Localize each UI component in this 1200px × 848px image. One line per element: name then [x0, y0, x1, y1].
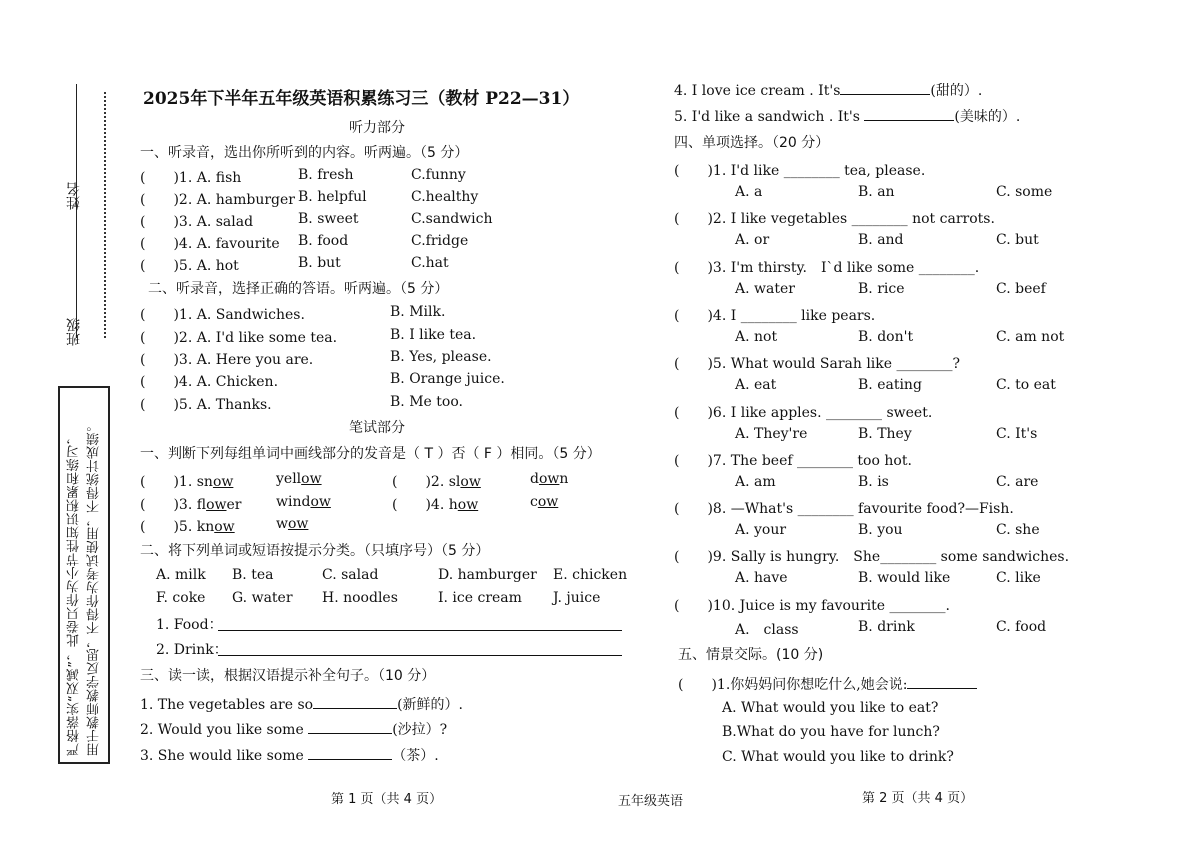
- list-item-b: B. I like tea.: [390, 327, 477, 343]
- list-item-b: B. Milk.: [390, 304, 446, 320]
- mc-option-c: C. but: [996, 232, 1039, 249]
- mc-question: ( )1. I'd like ________ tea, please.: [674, 163, 926, 179]
- blank[interactable]: [864, 108, 954, 121]
- name-line: [76, 84, 77, 262]
- blank[interactable]: [840, 82, 930, 95]
- pron-item-2-word2: down: [530, 471, 569, 487]
- list-item-b: B. Orange juice.: [390, 371, 505, 387]
- mc-option-c: C. am not: [996, 328, 1065, 345]
- word-bank-item: E. chicken: [553, 567, 628, 583]
- word-bank-item: J. juice: [553, 590, 601, 606]
- mc-question: ( )8. —What's ________ favourite food?—Fish.: [674, 501, 1014, 518]
- blank[interactable]: [308, 747, 392, 760]
- page-number-left: 第 1 页（共 4 页）: [331, 792, 443, 807]
- mc-option-b: B. an: [858, 184, 895, 200]
- mc-question: ( )2. I like vegetables ________ not carrots.: [674, 211, 995, 228]
- list-item: ( )5. A. Thanks.: [140, 397, 272, 413]
- mc-option-c: C. some: [996, 184, 1053, 200]
- list-item-b: B. sweet: [298, 211, 359, 227]
- mc-question: ( )3. I'm thirsty. I`d like some ________.: [674, 259, 980, 276]
- mc-question: ( )10. Juice is my favourite ________.: [674, 597, 950, 614]
- mc-option-c: C. beef: [996, 280, 1046, 297]
- word-bank-item: D. hamburger: [438, 567, 537, 583]
- fill-sentence-5: 5. I'd like a sandwich . It's (美味的）.: [674, 109, 1021, 125]
- blank[interactable]: [313, 696, 397, 709]
- list-item: ( )1. A. Sandwiches.: [140, 307, 305, 323]
- mc-option-c: C. she: [996, 522, 1040, 539]
- written-section-3-heading: 三、读一读，根据汉语提示补全句子。（10 分）: [140, 668, 436, 684]
- mc-option-c: C. food: [996, 618, 1047, 635]
- list-item-b: B. food: [298, 233, 349, 249]
- list-item-b: B. Yes, please.: [390, 349, 492, 365]
- mc-option-b: B. rice: [858, 280, 905, 297]
- mc-option-a: A. a: [735, 184, 763, 200]
- mc-option-b: B. don't: [858, 328, 914, 345]
- pron-item-4-word2: cow: [530, 494, 559, 510]
- mc-option-b: B. They: [858, 425, 912, 442]
- fill-sentence-4: 4. I love ice cream . It's (甜的）.: [674, 83, 983, 99]
- fill-sentence-2: 2. Would you like some (沙拉）?: [140, 722, 448, 738]
- mc-option-b: B. eating: [858, 377, 922, 394]
- mc-option-a: A. eat: [735, 377, 777, 394]
- page-number-right: 第 2 页（共 4 页）: [862, 791, 974, 806]
- pron-item-1-word2: yellow: [276, 471, 322, 487]
- list-item-b: B. but: [298, 255, 341, 271]
- listening-section-1-heading: 一、听录音，选出你所听到的内容。听两遍。（5 分）: [140, 145, 469, 161]
- mc-option-a: A. or: [735, 232, 770, 249]
- situation-option: A. What would you like to eat?: [722, 700, 939, 716]
- list-item-b: B. fresh: [298, 167, 354, 183]
- list-item: ( )2. A. hamburger: [140, 192, 295, 208]
- mc-question: ( )6. I like apples. ________ sweet.: [674, 404, 933, 421]
- notice-line-2: 用于教师教学反思，不得作为考试使用，不得统计成绩。: [87, 418, 102, 756]
- word-bank-item: B. tea: [232, 567, 274, 583]
- section-5-heading: 五、情景交际。(10 分): [678, 647, 824, 663]
- situation-question-1: ( )1.你妈妈问你想吃什么,她会说:: [678, 674, 977, 694]
- mc-option-a: A. They're: [735, 425, 808, 442]
- mc-option-b: B. and: [858, 232, 904, 249]
- mc-option-b: B. drink: [858, 618, 915, 635]
- mc-option-a: A. your: [735, 522, 787, 539]
- subject-footer: 五年级英语: [618, 794, 684, 809]
- pron-item-5: ( )5. know: [140, 519, 235, 535]
- class-label: 班级: [66, 318, 82, 346]
- pron-item-4: ( )4. how: [392, 497, 479, 513]
- written-section-2-heading: 二、将下列单词或短语按提示分类。（只填序号）（5 分）: [140, 543, 490, 559]
- mc-question: ( )9. Sally is hungry. She________ some sandwiches.: [674, 549, 1070, 566]
- drink-label: 2. Drink：: [156, 642, 228, 658]
- notice-box: [58, 386, 110, 764]
- situation-option: B.What do you have for lunch?: [722, 724, 940, 740]
- situation-option: C. What would you like to drink?: [722, 749, 954, 765]
- list-item-c: C.fridge: [411, 233, 469, 249]
- blank[interactable]: [907, 676, 977, 689]
- mc-option-c: C. It's: [996, 425, 1038, 442]
- listening-header: 听力部分: [349, 120, 405, 136]
- pron-item-2: ( )2. slow: [392, 474, 481, 490]
- list-item: ( )4. A. Chicken.: [140, 374, 279, 390]
- mc-option-c: C. are: [996, 473, 1039, 490]
- mc-option-b: B. is: [858, 473, 889, 490]
- word-bank-item: A. milk: [156, 567, 206, 583]
- list-item: ( )3. A. Here you are.: [140, 352, 314, 368]
- word-bank-item: C. salad: [322, 567, 379, 583]
- written-section-1-heading: 一、判断下列每组单词中画线部分的发音是（ T ）否（ F ）相同。（5 分）: [140, 446, 601, 462]
- list-item-c: C.healthy: [411, 189, 479, 205]
- list-item-c: C.hat: [411, 255, 449, 271]
- mc-option-a: A. class: [735, 621, 799, 638]
- pron-item-1: ( )1. snow: [140, 474, 234, 490]
- food-label: 1. Food：: [156, 617, 223, 633]
- mc-option-a: A. have: [735, 570, 788, 587]
- word-bank-item: H. noodles: [322, 590, 398, 606]
- list-item: ( )2. A. I'd like some tea.: [140, 330, 338, 346]
- list-item: ( )5. A. hot: [140, 258, 239, 274]
- word-bank-item: I. ice cream: [438, 590, 522, 606]
- word-bank-item: G. water: [232, 590, 293, 606]
- notice-line-1: 严格落实“双减”，此卷只作为小节性知识积累和练习，: [67, 431, 82, 756]
- word-bank-item: F. coke: [156, 590, 206, 606]
- food-answer-line[interactable]: [218, 630, 622, 631]
- written-header: 笔试部分: [349, 420, 405, 436]
- mc-option-a: A. am: [735, 473, 776, 490]
- drink-answer-line[interactable]: [218, 655, 622, 656]
- list-item-c: C.funny: [411, 167, 466, 183]
- mc-question: ( )5. What would Sarah like ________?: [674, 356, 961, 373]
- binding-dotted-line: [104, 92, 106, 338]
- blank[interactable]: [308, 721, 392, 734]
- pron-item-3: ( )3. flower: [140, 497, 242, 513]
- name-label: 姓名: [66, 182, 82, 210]
- section-4-heading: 四、单项选择。（20 分）: [674, 135, 830, 151]
- list-item-c: C.sandwich: [411, 211, 493, 227]
- fill-sentence-3: 3. She would like some （茶）.: [140, 748, 439, 764]
- pron-item-3-word2: window: [276, 494, 331, 510]
- mc-question: ( )4. I ________ like pears.: [674, 307, 876, 324]
- mc-question: ( )7. The beef ________ too hot.: [674, 452, 912, 469]
- listening-section-2-heading: 二、听录音，选择正确的答语。听两遍。（5 分）: [148, 281, 449, 297]
- mc-option-b: B. would like: [858, 570, 951, 587]
- list-item: ( )1. A. fish: [140, 170, 242, 186]
- list-item-b: B. Me too.: [390, 394, 463, 410]
- list-item: ( )3. A. salad: [140, 214, 254, 230]
- list-item: ( )4. A. favourite: [140, 236, 280, 252]
- fill-sentence-1: 1. The vegetables are so (新鲜的）.: [140, 697, 463, 713]
- pron-item-5-word2: wow: [276, 516, 309, 532]
- page-title: 2025年下半年五年级英语积累练习三（教材 P22—31）: [143, 89, 580, 109]
- list-item-b: B. helpful: [298, 189, 367, 205]
- mc-option-c: C. to eat: [996, 377, 1056, 394]
- mc-option-a: A. water: [735, 280, 795, 297]
- mc-option-c: C. like: [996, 570, 1041, 587]
- mc-option-b: B. you: [858, 522, 903, 539]
- mc-option-a: A. not: [735, 328, 778, 345]
